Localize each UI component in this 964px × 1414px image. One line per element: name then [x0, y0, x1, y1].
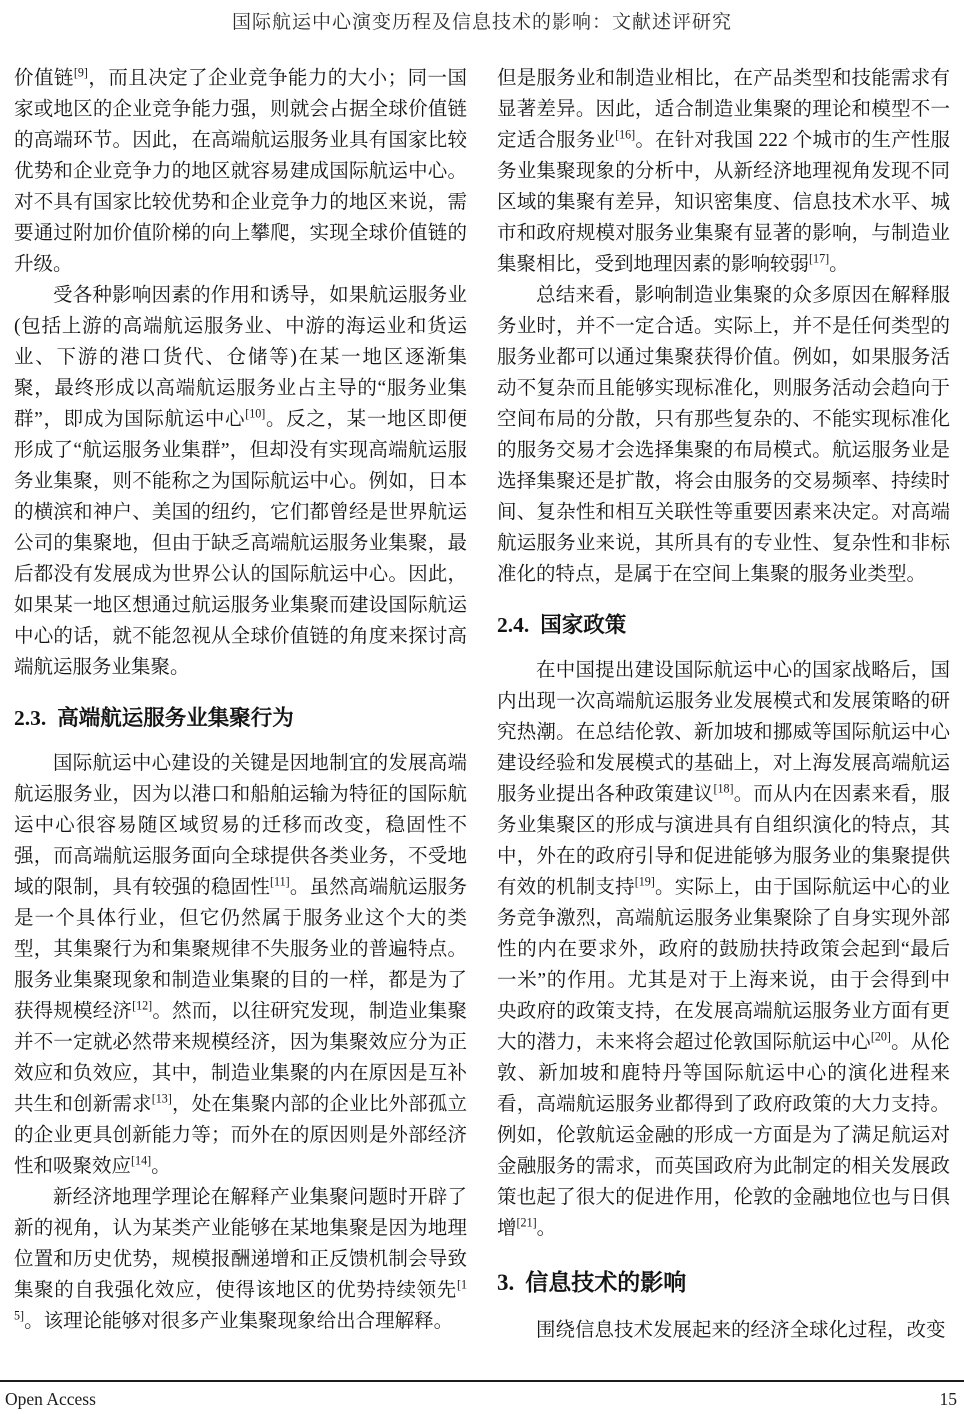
citation-ref: [15] [14, 1277, 467, 1323]
paragraph-value-chain: 价值链[9]，而且决定了企业竞争能力的大小；同一国家或地区的企业竞争能力强，则就会占据全球价值链的高端环节。因此，在高端航运服务业具有国家比较优势和企业竞争力的地区就容易建成国际航运中心。对不具有国家比较优势和企业竞争力的地区来说，需要通过附加价值阶梯的向上攀爬，实现全球价值链的升级。 [14, 65, 467, 275]
footer-page-number: 15 [939, 1389, 957, 1409]
citation-ref: [11] [270, 874, 290, 889]
citation-ref: [18] [713, 781, 734, 796]
running-header: 国际航运中心演变历程及信息技术的影响：文献述评研究 [231, 12, 732, 33]
text-columns [0, 63, 964, 1346]
citation-ref: [19] [634, 874, 655, 889]
citation-ref: [14] [131, 1153, 152, 1168]
citation-ref: [21] [516, 1215, 537, 1230]
paragraph-it-globalization: 围绕信息技术发展起来的经济全球化过程，改变 [536, 1320, 946, 1341]
citation-ref: [9] [73, 65, 88, 80]
right-column [497, 63, 950, 1346]
section-number: 2.3. [14, 706, 47, 730]
footer [5, 1389, 957, 1410]
section-number: 2.4. [497, 613, 530, 637]
footer-open-access-label: Open Access [5, 1389, 96, 1409]
section-heading-2-4 [497, 611, 950, 639]
section-title: 高端航运服务业集聚行为 [57, 706, 294, 730]
section-title: 国家政策 [540, 613, 627, 637]
section-number: 3. [497, 1270, 515, 1295]
citation-ref: [20] [870, 1029, 891, 1044]
citation-ref: [17] [809, 251, 830, 266]
citation-ref: [10] [245, 406, 266, 421]
paragraph-new-economic-geography: 新经济地理学理论在解释产业集聚问题时开辟了新的视角，认为某类产业能够在某地集聚是因为地理位置和历史优势，规模报酬递增和正反馈机制会导致集聚的自我强化效应，使得该地区的优势持续领先[15]。该理论能够对很多产业集聚现象给出合理解释。 [14, 1187, 467, 1332]
paragraph-service-vs-manufacturing: 但是服务业和制造业相比，在产品类型和技能需求有显著差异。因此，适合制造业集聚的理论和模型不一定适合服务业[16]。在针对我国 222 个城市的生产性服务业集聚现象的分析中，从新经济地理视角发现不同区域的集聚有差异，知识密集度、信息技术水平、城市和政府规模对服务业集聚有显著的影响，与制造业集聚相比，受到地理因素的影响较弱[17]。 [497, 68, 950, 275]
section-title: 信息技术的影响 [525, 1269, 687, 1295]
paragraph-shipping-cluster: 受各种影响因素的作用和诱导，如果航运服务业(包括上游的高端航运服务业、中游的海运业和货运业、下游的港口货代、仓储等)在某一地区逐渐集聚，最终形成以高端航运服务业占主导的“服务业集群”，即成为国际航运中心[10]。反之，某一地区即便形成了“航运服务业集群”，但却没有实现高端航运服务业集聚，则不能称之为国际航运中心。例如，日本的横滨和神户、美国的纽约，它们都曾经是世界航运公司的集聚地，但由于缺乏高端航运服务业集聚，最后都没有发展成为世界公认的国际航运中心。因此，如果某一地区想通过航运服务业集聚而建设国际航运中心的话，就不能忽视从全球价值链的角度来探讨高端航运服务业集聚。 [14, 285, 467, 678]
citation-ref: [13] [151, 1091, 172, 1106]
paragraph-service-clustering-summary: 总结来看，影响制造业集聚的众多原因在解释服务业时，并不一定合适。实际上，并不是任何类型的服务业都可以通过集聚获得价值。例如，如果服务活动不复杂而且能够实现标准化，则服务活动会趋向于空间布局的分散，只有那些复杂的、不能实现标准化的服务交易才会选择集聚的布局模式。航运服务业是选择集聚还是扩散，将会由服务的交易频率、持续时间、复杂性和相互关联性等重要因素来决定。对高端航运服务业来说，其所具有的专业性、复杂性和非标准化的特点，是属于在空间上集聚的服务业类型。 [497, 285, 950, 585]
footer-rule [0, 1380, 964, 1382]
paragraph-national-policy: 在中国提出建设国际航运中心的国家战略后，国内出现一次高端航运服务业发展模式和发展策略的研究热潮。在总结伦敦、新加坡和挪威等国际航运中心建设经验和发展模式的基础上，对上海发展高端航运服务业提出各种政策建议[18]。而从内在因素来看，服务业集聚区的形成与演进具有自组织演化的特点，其中，外在的政府引导和促进能够为服务业的集聚提供有效的机制支持[19]。实际上，由于国际航运中心的业务竞争激烈，高端航运服务业集聚除了自身实现外部性的内在要求外，政府的鼓励扶持政策会起到“最后一米”的作用。尤其是对于上海来说，由于会得到中央政府的政策支持，在发展高端航运服务业方面有更大的潜力，未来将会超过伦敦国际航运中心[20]。从伦敦、新加坡和鹿特丹等国际航运中心的演化进程来看，高端航运服务业都得到了政府政策的大力支持。例如，伦敦航运金融的形成一方面是为了满足航运对金融服务的需求，而英国政府为此制定的相关发展政策也起了很大的促进作用，伦敦的金融地位也与日俱增[21]。 [497, 660, 950, 1239]
section-heading-3 [497, 1268, 950, 1297]
citation-ref: [16] [615, 127, 636, 142]
citation-ref: [12] [132, 998, 153, 1013]
paragraph-agglomeration-behavior: 国际航运中心建设的关键是因地制宜的发展高端航运服务业，因为以港口和船舶运输为特征的国际航运中心很容易随区域贸易的迁移而改变，稳固性不强，而高端航运服务面向全球提供各类业务，不受地域的限制，具有较强的稳固性[11]。虽然高端航运服务是一个具体行业，但它仍然属于服务业这个大的类型，其集聚行为和集聚规律不失服务业的普遍特点。服务业集聚现象和制造业集聚的目的一样，都是为了获得规模经济[12]。然而，以往研究发现，制造业集聚并不一定就必然带来规模经济，因为集聚效应分为正效应和负效应，其中，制造业集聚的内在原因是互补共生和创新需求[13]，处在集聚内部的企业比外部孤立的企业更具创新能力等；而外在的原因则是外部经济性和吸聚效应[14]。 [14, 753, 467, 1177]
left-column [14, 63, 467, 1346]
section-heading-2-3 [14, 704, 467, 732]
